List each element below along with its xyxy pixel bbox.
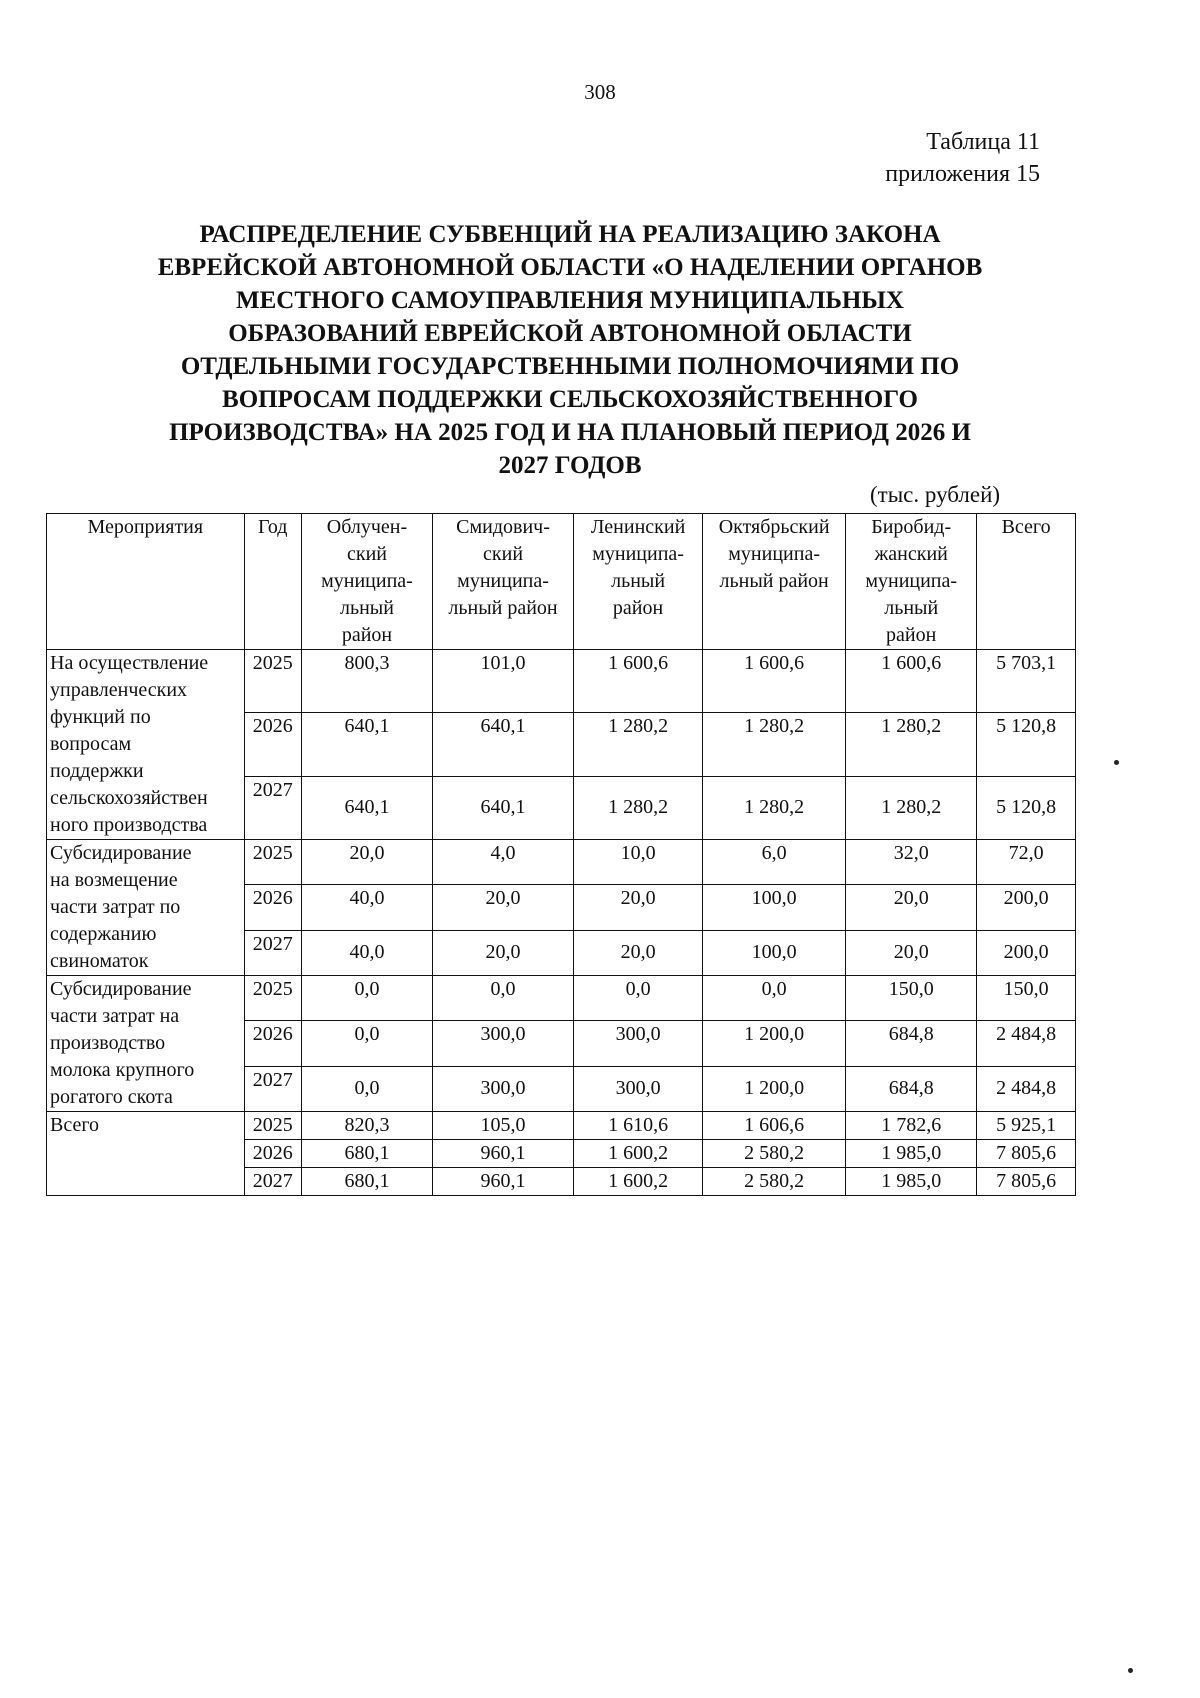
value-cell: 0,0 <box>432 976 573 1021</box>
value-cell: 300,0 <box>574 1021 703 1066</box>
year-cell: 2026 <box>244 1021 301 1066</box>
value-cell: 5 120,8 <box>977 713 1076 776</box>
header-text-line: льный район <box>719 570 829 592</box>
value-cell: 960,1 <box>432 1140 573 1168</box>
title-line: ЕВРЕЙСКОЙ АВТОНОМНОЙ ОБЛАСТИ «О НАДЕЛЕНИИ ОРГАНОВ <box>157 254 983 281</box>
value-cell: 10,0 <box>574 840 703 885</box>
value-cell: 1 280,2 <box>574 713 703 776</box>
header-year <box>244 514 301 650</box>
header-text-line: Ленинский <box>590 516 686 538</box>
value-cell: 20,0 <box>574 885 703 930</box>
value-cell: 0,0 <box>301 1066 432 1111</box>
header-smidovichsky <box>432 514 573 650</box>
table-row <box>47 1112 1076 1140</box>
activity-name-line: поддержки <box>50 760 144 782</box>
value-cell: 0,0 <box>703 976 846 1021</box>
value-cell: 680,1 <box>301 1168 432 1196</box>
header-text-line: муниципа- <box>457 570 549 592</box>
value-cell: 2 580,2 <box>703 1140 846 1168</box>
value-cell: 1 280,2 <box>846 713 977 776</box>
value-cell: 300,0 <box>574 1066 703 1111</box>
table-row <box>47 976 1076 1021</box>
activity-name-line: рогатого скота <box>50 1086 173 1108</box>
value-cell: 20,0 <box>432 885 573 930</box>
table-row <box>47 650 1076 713</box>
value-cell: 1 600,6 <box>574 650 703 713</box>
title-line: ОБРАЗОВАНИЙ ЕВРЕЙСКОЙ АВТОНОМНОЙ ОБЛАСТИ <box>228 320 912 347</box>
header-leninsky <box>574 514 703 650</box>
value-cell: 1 985,0 <box>846 1140 977 1168</box>
header-text-line: район <box>341 624 393 646</box>
value-cell: 4,0 <box>432 840 573 885</box>
value-cell: 960,1 <box>432 1168 573 1196</box>
value-cell: 101,0 <box>432 650 573 713</box>
value-cell: 300,0 <box>432 1021 573 1066</box>
activity-name-cell <box>47 1112 245 1196</box>
header-text-line: Октябрьский <box>718 516 830 538</box>
value-cell: 0,0 <box>574 976 703 1021</box>
value-cell: 2 484,8 <box>977 1021 1076 1066</box>
value-cell: 40,0 <box>301 885 432 930</box>
value-cell: 1 782,6 <box>846 1112 977 1140</box>
title-line: ВОПРОСАМ ПОДДЕРЖКИ СЕЛЬСКОХОЗЯЙСТВЕННОГО <box>222 386 918 413</box>
activity-name-line: молока крупного <box>50 1059 195 1081</box>
value-cell: 1 985,0 <box>846 1168 977 1196</box>
header-activity <box>47 514 245 650</box>
header-text-line: муниципа- <box>865 570 958 592</box>
activity-name-line: части затрат по <box>50 896 181 918</box>
value-cell: 100,0 <box>703 930 846 975</box>
activity-name-cell <box>47 840 245 976</box>
header-total <box>977 514 1076 650</box>
value-cell: 684,8 <box>846 1021 977 1066</box>
value-cell: 640,1 <box>301 776 432 839</box>
activity-name-line: Субсидирование <box>50 842 192 864</box>
table-header-row <box>47 514 1076 650</box>
year-cell: 2025 <box>244 840 301 885</box>
value-cell: 800,3 <box>301 650 432 713</box>
activity-name-line: содержанию <box>50 923 157 945</box>
header-text-line: Всего <box>1001 516 1051 538</box>
value-cell: 1 200,0 <box>703 1066 846 1111</box>
activity-name-cell <box>47 976 245 1112</box>
year-cell: 2027 <box>244 1066 301 1111</box>
value-cell: 20,0 <box>432 930 573 975</box>
activity-name-line: ного производства <box>50 814 208 836</box>
title-line: РАСПРЕДЕЛЕНИЕ СУБВЕНЦИЙ НА РЕАЛИЗАЦИЮ ЗАКОНА <box>199 221 941 248</box>
value-cell: 1 606,6 <box>703 1112 846 1140</box>
value-cell: 20,0 <box>574 930 703 975</box>
header-text-line: район <box>612 597 664 619</box>
value-cell: 0,0 <box>301 976 432 1021</box>
value-cell: 1 280,2 <box>574 776 703 839</box>
value-cell: 100,0 <box>703 885 846 930</box>
value-cell: 2 580,2 <box>703 1168 846 1196</box>
value-cell: 640,1 <box>432 776 573 839</box>
value-cell: 1 610,6 <box>574 1112 703 1140</box>
year-cell: 2026 <box>244 713 301 776</box>
activity-name-line: Всего <box>50 1114 100 1136</box>
value-cell: 150,0 <box>977 976 1076 1021</box>
value-cell: 105,0 <box>432 1112 573 1140</box>
year-cell: 2027 <box>244 1168 301 1196</box>
value-cell: 1 280,2 <box>703 776 846 839</box>
table-row <box>47 840 1076 885</box>
header-text-line: муниципа- <box>728 543 820 565</box>
header-text-line: льный <box>611 570 666 592</box>
activity-name-line: Субсидирование <box>50 978 192 1000</box>
value-cell: 2 484,8 <box>977 1066 1076 1111</box>
value-cell: 7 805,6 <box>977 1168 1076 1196</box>
header-text-line: Мероприятия <box>87 516 204 538</box>
year-cell: 2027 <box>244 776 301 839</box>
value-cell: 200,0 <box>977 930 1076 975</box>
value-cell: 640,1 <box>432 713 573 776</box>
header-text-line: муниципа- <box>592 543 684 565</box>
activity-name-cell <box>47 650 245 840</box>
header-text-line: жанский <box>874 543 948 565</box>
header-text-line: ский <box>483 543 524 565</box>
value-cell: 5 703,1 <box>977 650 1076 713</box>
value-cell: 820,3 <box>301 1112 432 1140</box>
table-reference-line: приложения 15 <box>885 161 1040 187</box>
header-text-line: район <box>886 624 937 646</box>
value-cell: 20,0 <box>846 930 977 975</box>
value-cell: 0,0 <box>301 1021 432 1066</box>
activity-name-line: вопросам <box>50 733 132 755</box>
scan-speck <box>1114 760 1119 765</box>
value-cell: 150,0 <box>846 976 977 1021</box>
value-cell: 5 120,8 <box>977 776 1076 839</box>
table-reference-line: Таблица 11 <box>926 129 1040 155</box>
value-cell: 7 805,6 <box>977 1140 1076 1168</box>
value-cell: 6,0 <box>703 840 846 885</box>
activity-name-line: производство <box>50 1032 166 1054</box>
value-cell: 1 600,6 <box>846 650 977 713</box>
value-cell: 1 600,2 <box>574 1140 703 1168</box>
activity-name-line: управленческих <box>50 679 188 701</box>
header-text-line: льный <box>340 597 394 619</box>
header-text-line: Смидович- <box>456 516 550 538</box>
header-text-line: Год <box>258 516 288 538</box>
title-line: ПРОИЗВОДСТВА» НА 2025 ГОД И НА ПЛАНОВЫЙ ПЕРИОД 2026 И <box>169 419 971 446</box>
header-oktyabrsky <box>703 514 846 650</box>
value-cell: 640,1 <box>301 713 432 776</box>
table-reference <box>885 126 1040 190</box>
page-number: 308 <box>584 80 616 104</box>
header-text-line: льный <box>884 597 939 619</box>
header-text-line: Биробид- <box>871 516 952 538</box>
year-cell: 2025 <box>244 650 301 713</box>
value-cell: 5 925,1 <box>977 1112 1076 1140</box>
value-cell: 1 600,2 <box>574 1168 703 1196</box>
header-obluchensky <box>301 514 432 650</box>
subventions-table <box>46 513 1076 1196</box>
header-text-line: ский <box>346 543 387 565</box>
table-body <box>47 650 1076 1196</box>
title-line: ОТДЕЛЬНЫМИ ГОСУДАРСТВЕННЫМИ ПОЛНОМОЧИЯМИ ПО <box>180 353 960 380</box>
header-text-line: муниципа- <box>321 570 413 592</box>
year-cell: 2025 <box>244 1112 301 1140</box>
activity-name-line: сельскохозяйствен <box>50 787 208 809</box>
value-cell: 1 280,2 <box>703 713 846 776</box>
activity-name-line: свиноматок <box>50 950 149 972</box>
value-cell: 1 600,6 <box>703 650 846 713</box>
value-cell: 200,0 <box>977 885 1076 930</box>
header-birobidzhansky <box>846 514 977 650</box>
units-label: (тыс. рублей) <box>870 482 1001 507</box>
value-cell: 72,0 <box>977 840 1076 885</box>
year-cell: 2027 <box>244 930 301 975</box>
value-cell: 300,0 <box>432 1066 573 1111</box>
year-cell: 2026 <box>244 885 301 930</box>
header-text-line: Облучен- <box>326 516 408 538</box>
value-cell: 1 200,0 <box>703 1021 846 1066</box>
scan-speck <box>1128 1668 1133 1673</box>
value-cell: 684,8 <box>846 1066 977 1111</box>
activity-name-line: функций по <box>50 706 151 728</box>
title-line: МЕСТНОГО САМОУПРАВЛЕНИЯ МУНИЦИПАЛЬНЫХ <box>236 287 904 314</box>
header-text-line: льный район <box>448 597 558 619</box>
year-cell: 2025 <box>244 976 301 1021</box>
value-cell: 32,0 <box>846 840 977 885</box>
activity-name-line: части затрат на <box>50 1005 180 1027</box>
value-cell: 40,0 <box>301 930 432 975</box>
value-cell: 20,0 <box>301 840 432 885</box>
activity-name-line: на возмещение <box>50 869 178 891</box>
value-cell: 680,1 <box>301 1140 432 1168</box>
year-cell: 2026 <box>244 1140 301 1168</box>
activity-name-line: На осуществление <box>50 652 209 674</box>
title-line: 2027 ГОДОВ <box>498 452 642 479</box>
value-cell: 1 280,2 <box>846 776 977 839</box>
value-cell: 20,0 <box>846 885 977 930</box>
document-title <box>60 218 1080 482</box>
